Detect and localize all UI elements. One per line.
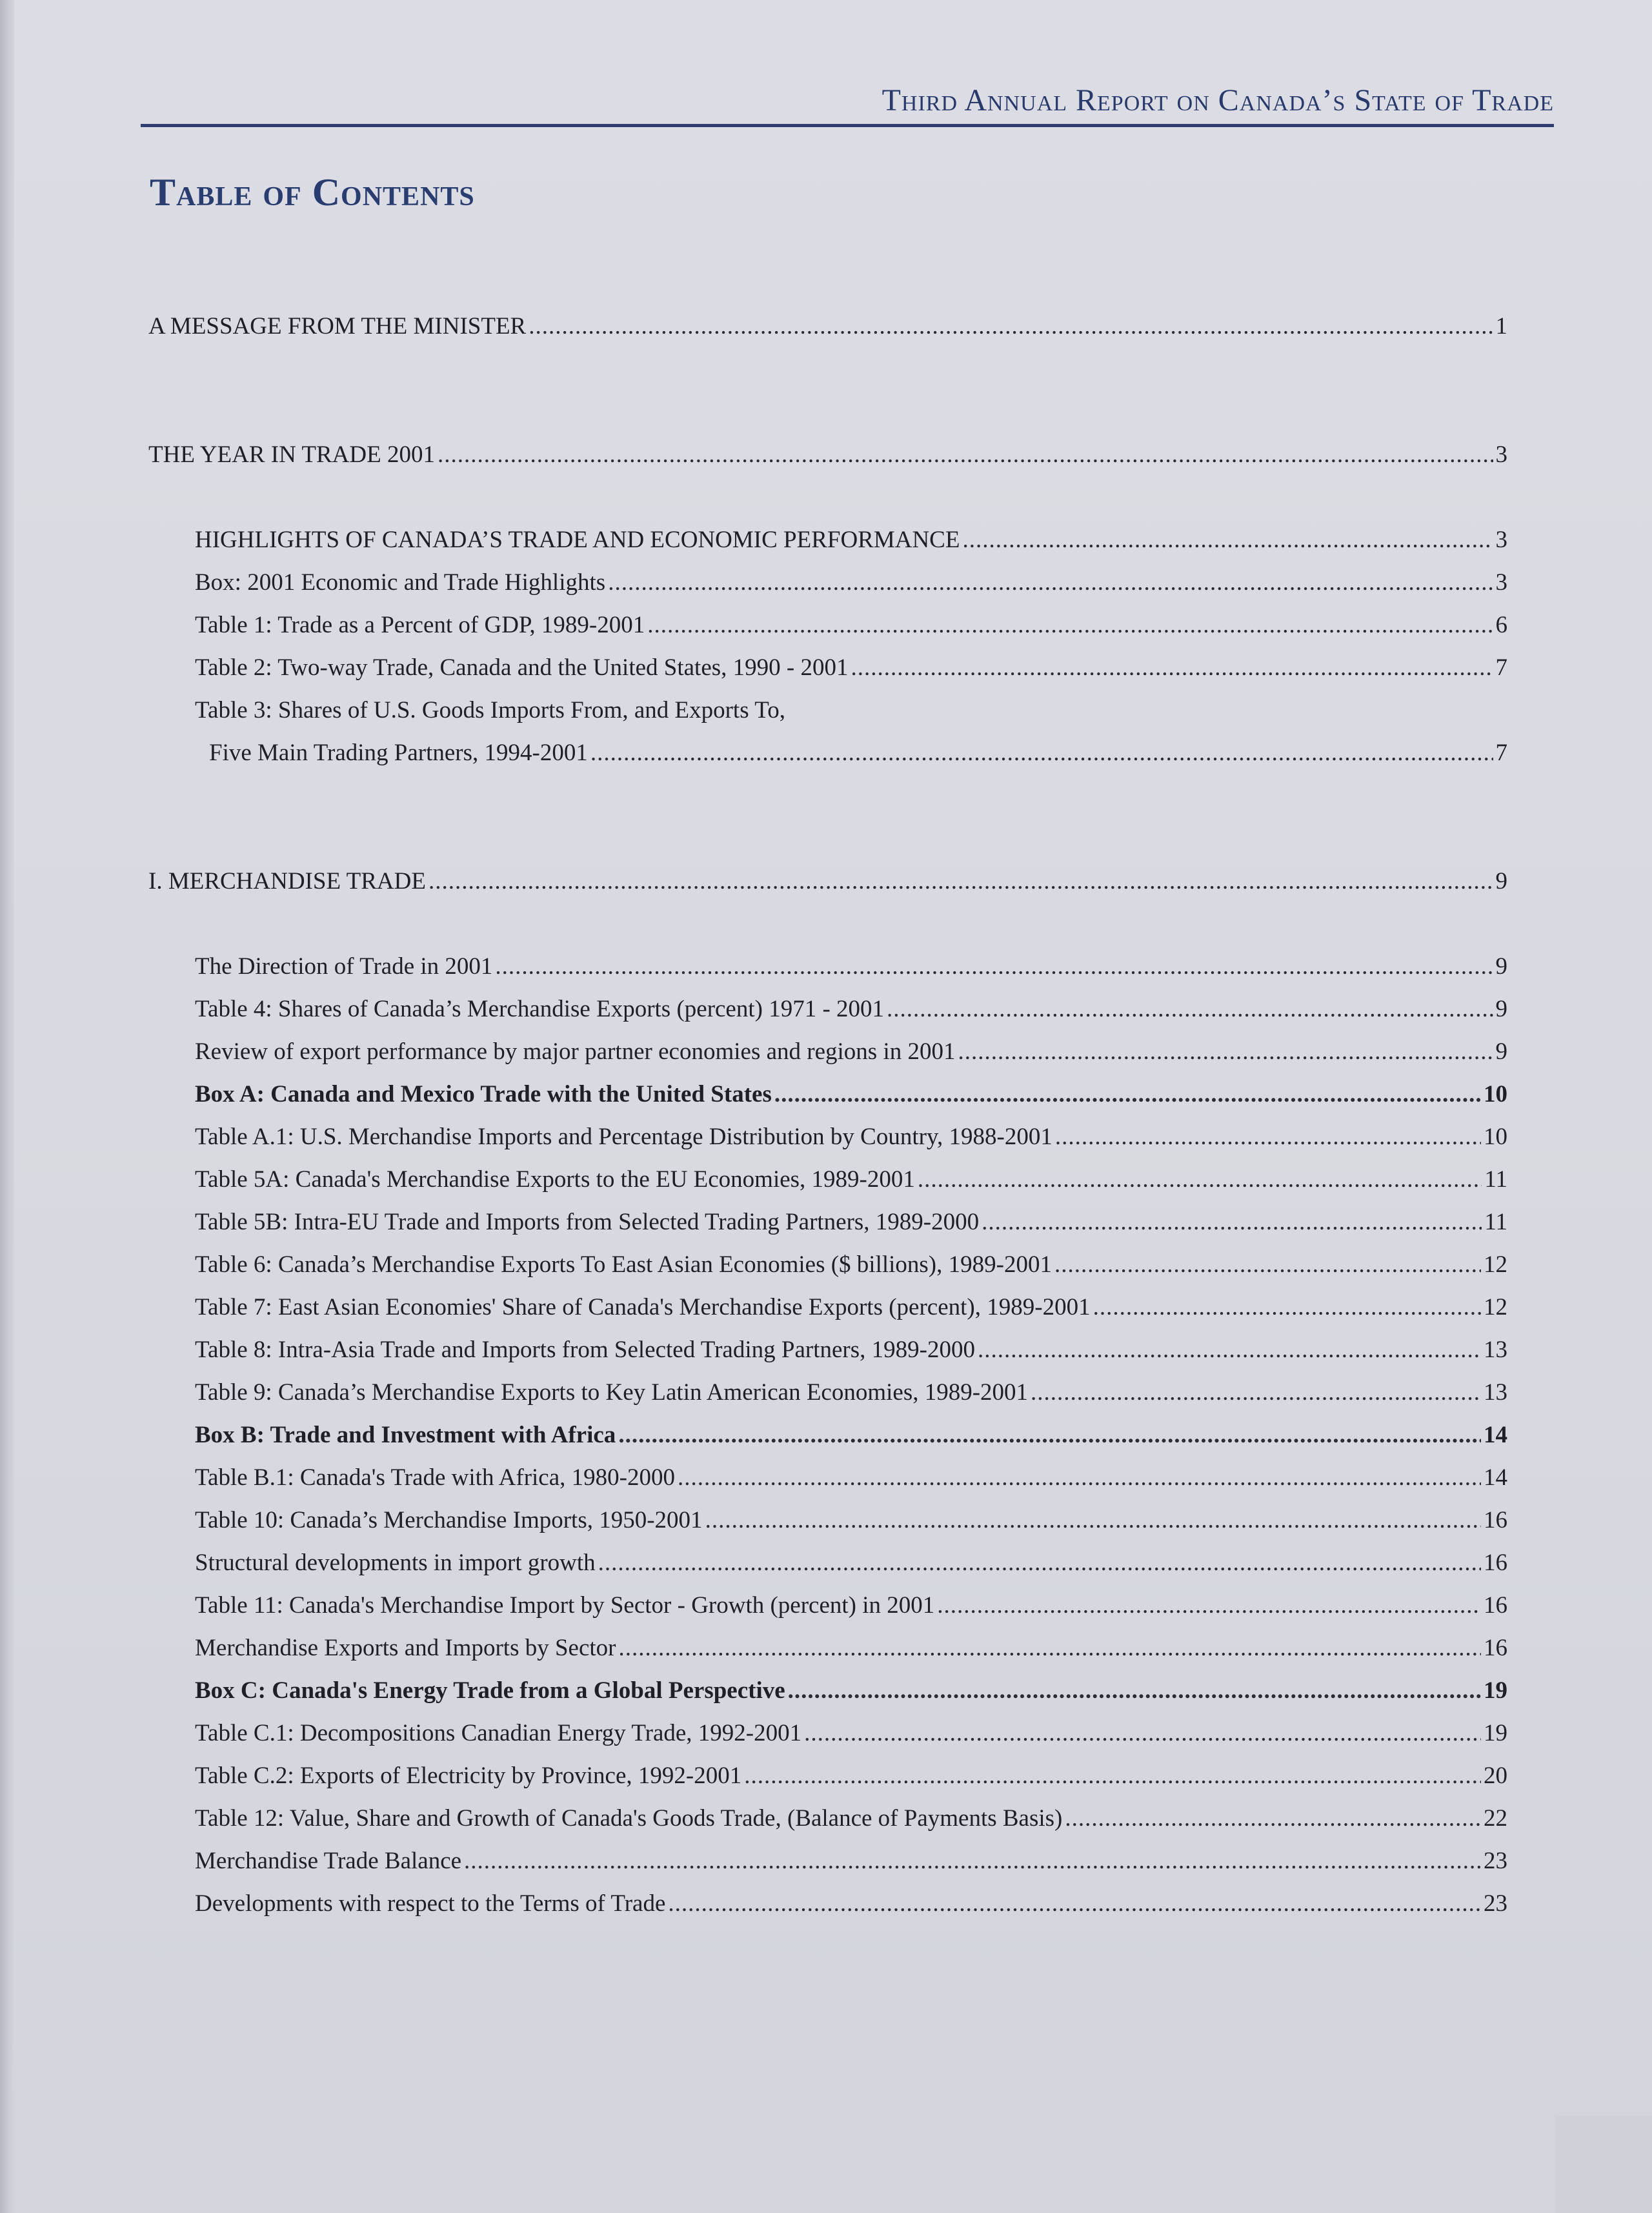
toc-entry-box-c[interactable] [195,1677,1507,1705]
toc-entry-title: HIGHLIGHTS OF CANADA’S TRADE AND ECONOMIC PERFORMANCE [195,527,960,553]
toc-entry-terms-of-trade[interactable] [195,1890,1507,1918]
dot-leader [937,1592,1481,1620]
dot-leader [1093,1293,1481,1322]
toc-entry-table-c1[interactable] [195,1719,1507,1748]
dot-leader [608,569,1493,597]
toc-entry-box-b[interactable] [195,1421,1507,1450]
toc-entry-table-11[interactable] [195,1592,1507,1620]
toc-entry-highlights[interactable] [195,526,1507,554]
toc-entry-box-2001-highlights[interactable] [195,569,1507,597]
toc-entry-title: Box C: Canada's Energy Trade from a Global Perspective [195,1677,785,1704]
toc-entry-title: Box A: Canada and Mexico Trade with the United States [195,1081,772,1107]
toc-entry-table-2[interactable] [195,654,1507,682]
toc-entry-title: THE YEAR IN TRADE 2001 [148,441,435,468]
toc-entry-table-1[interactable] [195,611,1507,640]
toc-entry-page: 19 [1484,1677,1507,1704]
toc-entry-table-7[interactable] [195,1293,1507,1322]
toc-entry-table-b1[interactable] [195,1464,1507,1492]
toc-entry-title: Structural developments in import growth [195,1550,596,1576]
running-header: Third Annual Report on Canada’s State of Trade [881,83,1554,117]
toc-entry-title: Table C.1: Decompositions Canadian Energy Trade, 1992-2001 [195,1720,802,1746]
toc-entry-merchandise-trade[interactable] [148,867,1507,896]
toc-entry-page: 3 [1495,441,1507,468]
toc-entry-table-3[interactable] [209,739,1507,767]
toc-entry-title: Table 5A: Canada's Merchandise Exports to the EU Economies, 1989-2001 [195,1166,915,1193]
dot-leader [851,654,1493,682]
toc-entry-title: Merchandise Exports and Imports by Sector [195,1635,616,1661]
toc-entry-title: Table C.2: Exports of Electricity by Province, 1992-2001 [195,1763,742,1789]
toc-title: Table of Contents [150,171,475,214]
toc-entry-title: Table 7: East Asian Economies' Share of Canada's Merchandise Exports (percent), 1989-2001 [195,1294,1091,1320]
toc-entry-table-10[interactable] [195,1506,1507,1535]
toc-entry-page: 12 [1484,1251,1507,1278]
dot-leader [495,953,1493,981]
toc-entry-page: 16 [1484,1550,1507,1576]
toc-entry-box-a[interactable] [195,1080,1507,1109]
header-rule [141,124,1554,127]
toc-entry-message-from-minister[interactable] [148,312,1507,341]
toc-entry-title: Developments with respect to the Terms of Trade [195,1890,666,1917]
toc-entry-table-5a[interactable] [195,1166,1507,1194]
toc-entry-page: 23 [1484,1848,1507,1874]
toc-entry-title: A MESSAGE FROM THE MINISTER [148,313,527,339]
toc-entry-direction-of-trade[interactable] [195,953,1507,981]
page-edge-shadow [0,0,14,2213]
toc-entry-page: 11 [1484,1209,1507,1235]
toc-entry-page: 6 [1495,612,1507,638]
dot-leader [647,611,1493,640]
toc-entry-title: Table 6: Canada’s Merchandise Exports To East Asian Economies ($ billions), 1989-2001 [195,1251,1052,1278]
toc-entry-table-a1[interactable] [195,1123,1507,1151]
dot-leader [529,312,1493,341]
dot-leader [428,867,1493,896]
dot-leader [788,1677,1481,1705]
toc-entry-title: Table 8: Intra-Asia Trade and Imports from Selected Trading Partners, 1989-2000 [195,1337,975,1363]
toc-entry-page: 14 [1484,1422,1507,1448]
toc-entry-table-4[interactable] [195,995,1507,1024]
toc-entry-title: Review of export performance by major partner economies and regions in 2001 [195,1038,956,1065]
toc-entry-title: Table 2: Two-way Trade, Canada and the United States, 1990 - 2001 [195,654,849,681]
dot-leader [978,1336,1481,1364]
toc-entry-page: 23 [1484,1890,1507,1917]
toc-entry-page: 7 [1495,740,1507,766]
dot-leader [1065,1804,1481,1833]
dot-leader [1054,1251,1481,1279]
dot-leader [774,1080,1481,1109]
dot-leader [618,1421,1481,1450]
dot-leader [678,1464,1481,1492]
toc-entry-page: 9 [1495,953,1507,980]
toc-entry-title: Table A.1: U.S. Merchandise Imports and Percentage Distribution by Country, 1988-2001 [195,1124,1053,1150]
toc-entry-title: Box B: Trade and Investment with Africa [195,1422,616,1448]
toc-entry-title: Table B.1: Canada's Trade with Africa, 1980-2000 [195,1464,675,1491]
page-corner-shadow [1555,2116,1652,2213]
toc-entry-page: 10 [1484,1124,1507,1150]
toc-entry-title: Table 11: Canada's Merchandise Import by Sector - Growth (percent) in 2001 [195,1592,935,1619]
toc-entry-title: Table 1: Trade as a Percent of GDP, 1989-2001 [195,612,645,638]
toc-entry-title: Merchandise Trade Balance [195,1848,462,1874]
toc-entry-page: 3 [1495,569,1507,596]
toc-entry-page: 13 [1484,1379,1507,1406]
dot-leader [918,1166,1482,1194]
dot-leader [962,526,1493,554]
toc-entry-title: Box: 2001 Economic and Trade Highlights [195,569,606,596]
dot-leader [744,1762,1481,1790]
dot-leader [958,1038,1493,1066]
toc-entry-title: The Direction of Trade in 2001 [195,953,493,980]
toc-entry-title: Table 12: Value, Share and Growth of Canada's Goods Trade, (Balance of Payments Basis) [195,1805,1063,1832]
toc-entry-page: 9 [1495,1038,1507,1065]
toc-entry-trade-balance[interactable] [195,1847,1507,1875]
toc-entry-table-3-line1[interactable]: Table 3: Shares of U.S. Goods Imports From, and Exports To, [195,697,785,723]
toc-entry-page: 1 [1495,313,1507,339]
dot-leader [668,1890,1481,1918]
toc-entry-title: I. MERCHANDISE TRADE [148,868,426,894]
dot-leader [590,739,1493,767]
toc-entry-page: 16 [1484,1592,1507,1619]
toc-entry-title: Five Main Trading Partners, 1994-2001 [209,740,588,766]
toc-entry-page: 19 [1484,1720,1507,1746]
dot-leader [705,1506,1481,1535]
dot-leader [464,1847,1481,1875]
dot-leader [982,1208,1482,1237]
toc-entry-page: 9 [1495,996,1507,1022]
toc-entry-page: 13 [1484,1337,1507,1363]
toc-entry-page: 22 [1484,1805,1507,1832]
toc-entry-title: Table 5B: Intra-EU Trade and Imports from Selected Trading Partners, 1989-2000 [195,1209,980,1235]
toc-entry-year-in-trade[interactable] [148,441,1507,469]
dot-leader [619,1634,1482,1662]
dot-leader [598,1549,1481,1577]
toc-entry-table-9[interactable] [195,1379,1507,1407]
toc-entry-structural-developments[interactable] [195,1549,1507,1577]
toc-entry-page: 12 [1484,1294,1507,1320]
dot-leader [887,995,1493,1024]
toc-entry-page: 16 [1484,1507,1507,1533]
toc-entry-page: 11 [1484,1166,1507,1193]
toc-entry-table-5b[interactable] [195,1208,1507,1237]
dot-leader [1031,1379,1481,1407]
toc-entry-page: 14 [1484,1464,1507,1491]
toc-entry-page: 20 [1484,1763,1507,1789]
toc-entry-table-8[interactable] [195,1336,1507,1364]
toc-entry-table-6[interactable] [195,1251,1507,1279]
toc-entry-table-c2[interactable] [195,1762,1507,1790]
toc-entry-table-12[interactable] [195,1804,1507,1833]
toc-entry-review-export-performance[interactable] [195,1038,1507,1066]
toc-entry-page: 16 [1484,1635,1507,1661]
toc-entry-title: Table 9: Canada’s Merchandise Exports to Key Latin American Economies, 1989-2001 [195,1379,1029,1406]
toc-entry-page: 9 [1495,868,1507,894]
toc-entry-page: 3 [1495,527,1507,553]
toc-entry-page: 10 [1484,1081,1507,1107]
toc-entry-title: Table 4: Shares of Canada’s Merchandise Exports (percent) 1971 - 2001 [195,996,885,1022]
dot-leader [1055,1123,1481,1151]
toc-entry-page: 7 [1495,654,1507,681]
toc-entry-exports-imports-by-sector[interactable] [195,1634,1507,1662]
toc-entry-title: Table 10: Canada’s Merchandise Imports, 1950-2001 [195,1507,703,1533]
dot-leader [804,1719,1481,1748]
dot-leader [438,441,1493,469]
